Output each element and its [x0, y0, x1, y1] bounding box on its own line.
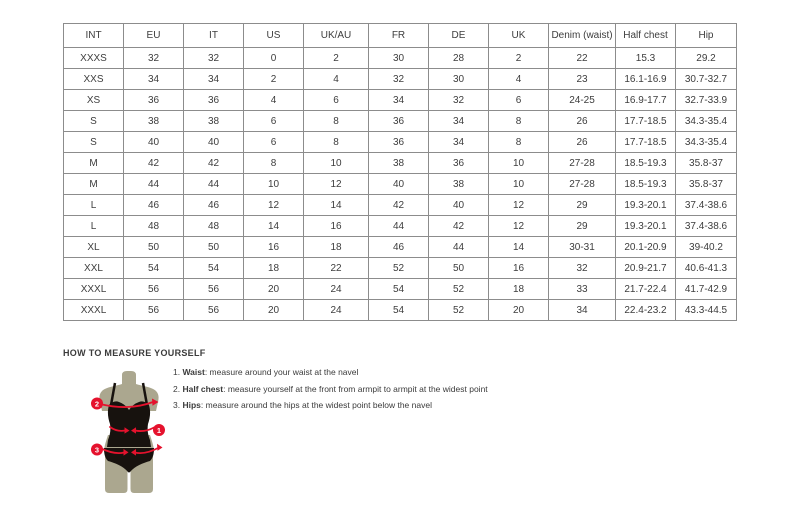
- size-cell: 8: [304, 132, 369, 153]
- size-cell: 32: [369, 69, 429, 90]
- size-cell: 19.3-20.1: [616, 195, 676, 216]
- column-header: UK/AU: [304, 24, 369, 48]
- size-cell: 43.3-44.5: [676, 300, 737, 321]
- size-cell: 34.3-35.4: [676, 132, 737, 153]
- size-cell: XL: [64, 237, 124, 258]
- measure-step-hips: [173, 401, 593, 410]
- size-cell: 24-25: [549, 90, 616, 111]
- size-cell: 42: [429, 216, 489, 237]
- column-header: Half chest: [616, 24, 676, 48]
- size-cell: 32: [184, 48, 244, 69]
- step-label: Hips: [182, 400, 201, 411]
- size-cell: 12: [489, 195, 549, 216]
- size-cell: 38: [369, 153, 429, 174]
- size-cell: 34: [429, 111, 489, 132]
- size-cell: 15.3: [616, 48, 676, 69]
- size-row: [64, 48, 737, 69]
- size-cell: 22.4-23.2: [616, 300, 676, 321]
- size-cell: 36: [124, 90, 184, 111]
- column-header: FR: [369, 24, 429, 48]
- size-cell: 27-28: [549, 174, 616, 195]
- column-header: US: [244, 24, 304, 48]
- column-header: UK: [489, 24, 549, 48]
- size-cell: 14: [489, 237, 549, 258]
- size-cell: 32: [124, 48, 184, 69]
- size-cell: 50: [124, 237, 184, 258]
- step-text: : measure around the hips at the widest point below the navel: [200, 400, 432, 411]
- size-cell: XXL: [64, 258, 124, 279]
- size-cell: 18: [304, 237, 369, 258]
- size-cell: 30-31: [549, 237, 616, 258]
- size-row: [64, 237, 737, 258]
- size-cell: 24: [304, 300, 369, 321]
- size-cell: 32: [549, 258, 616, 279]
- size-chart-table: [63, 23, 737, 321]
- size-cell: 12: [489, 216, 549, 237]
- size-cell: 18: [244, 258, 304, 279]
- size-cell: 2: [489, 48, 549, 69]
- size-cell: 29.2: [676, 48, 737, 69]
- size-cell: 42: [369, 195, 429, 216]
- column-header: Hip: [676, 24, 737, 48]
- step-text: : measure yourself at the front from armpit to armpit at the widest point: [223, 383, 488, 394]
- size-cell: 50: [184, 237, 244, 258]
- size-cell: 30.7-32.7: [676, 69, 737, 90]
- column-header: INT: [64, 24, 124, 48]
- size-cell: 20: [244, 300, 304, 321]
- size-cell: 34: [369, 90, 429, 111]
- size-cell: 20: [489, 300, 549, 321]
- size-cell: 46: [369, 237, 429, 258]
- size-chart-header-row: [64, 24, 737, 48]
- size-cell: 14: [244, 216, 304, 237]
- size-cell: 37.4-38.6: [676, 195, 737, 216]
- size-cell: 56: [124, 279, 184, 300]
- size-cell: 44: [369, 216, 429, 237]
- size-cell: 12: [244, 195, 304, 216]
- measure-step-half-chest: [173, 385, 593, 394]
- size-cell: 36: [184, 90, 244, 111]
- size-cell: XXXL: [64, 300, 124, 321]
- size-cell: 22: [304, 258, 369, 279]
- size-cell: 34: [429, 132, 489, 153]
- size-cell: 38: [124, 111, 184, 132]
- size-cell: 30: [369, 48, 429, 69]
- size-cell: 10: [489, 174, 549, 195]
- size-cell: 40: [184, 132, 244, 153]
- size-cell: 50: [429, 258, 489, 279]
- size-row: [64, 195, 737, 216]
- size-cell: 40: [429, 195, 489, 216]
- size-cell: 24: [304, 279, 369, 300]
- size-cell: 52: [369, 258, 429, 279]
- size-cell: 48: [124, 216, 184, 237]
- badge-half-chest-number: 2: [94, 399, 100, 409]
- column-header: Denim (waist): [549, 24, 616, 48]
- column-header: DE: [429, 24, 489, 48]
- size-cell: 42: [124, 153, 184, 174]
- size-cell: 21.7-22.4: [616, 279, 676, 300]
- size-row: [64, 216, 737, 237]
- size-cell: 34: [549, 300, 616, 321]
- size-cell: 29: [549, 216, 616, 237]
- badge-waist-number: 1: [156, 425, 162, 435]
- size-cell: 52: [429, 300, 489, 321]
- size-cell: 17.7-18.5: [616, 132, 676, 153]
- size-cell: 33: [549, 279, 616, 300]
- size-cell: 32: [429, 90, 489, 111]
- size-cell: 42: [184, 153, 244, 174]
- size-cell: 38: [429, 174, 489, 195]
- size-cell: 18.5-19.3: [616, 153, 676, 174]
- size-cell: M: [64, 153, 124, 174]
- size-cell: 16: [304, 216, 369, 237]
- size-cell: 12: [304, 174, 369, 195]
- size-cell: 6: [244, 132, 304, 153]
- size-cell: 30: [429, 69, 489, 90]
- size-chart-body: [64, 48, 737, 321]
- size-cell: S: [64, 111, 124, 132]
- column-header: IT: [184, 24, 244, 48]
- size-cell: 54: [369, 279, 429, 300]
- size-cell: 56: [184, 300, 244, 321]
- size-cell: 39-40.2: [676, 237, 737, 258]
- size-cell: L: [64, 195, 124, 216]
- measurement-figure: [88, 371, 172, 495]
- size-cell: 4: [244, 90, 304, 111]
- size-cell: 17.7-18.5: [616, 111, 676, 132]
- size-cell: S: [64, 132, 124, 153]
- size-cell: 10: [489, 153, 549, 174]
- step-label: Waist: [182, 367, 205, 377]
- size-cell: 34: [124, 69, 184, 90]
- size-cell: 14: [304, 195, 369, 216]
- size-row: [64, 300, 737, 321]
- size-cell: 8: [489, 111, 549, 132]
- size-cell: 35.8-37: [676, 174, 737, 195]
- step-number: 1.: [173, 367, 181, 377]
- size-cell: 41.7-42.9: [676, 279, 737, 300]
- size-cell: 0: [244, 48, 304, 69]
- size-cell: 23: [549, 69, 616, 90]
- size-cell: L: [64, 216, 124, 237]
- size-cell: 8: [304, 111, 369, 132]
- size-row: [64, 174, 737, 195]
- size-cell: 37.4-38.6: [676, 216, 737, 237]
- step-label: Half chest: [182, 383, 224, 394]
- size-cell: M: [64, 174, 124, 195]
- size-cell: 10: [244, 174, 304, 195]
- size-cell: 8: [489, 132, 549, 153]
- size-cell: 6: [244, 111, 304, 132]
- size-cell: 34: [184, 69, 244, 90]
- size-cell: 46: [184, 195, 244, 216]
- step-number: 3.: [173, 400, 181, 411]
- size-cell: 28: [429, 48, 489, 69]
- size-cell: 2: [304, 48, 369, 69]
- size-cell: 44: [184, 174, 244, 195]
- size-cell: 36: [429, 153, 489, 174]
- size-cell: 10: [304, 153, 369, 174]
- size-cell: 6: [489, 90, 549, 111]
- size-row: [64, 258, 737, 279]
- size-cell: 4: [489, 69, 549, 90]
- size-cell: 54: [124, 258, 184, 279]
- size-cell: 26: [549, 132, 616, 153]
- size-cell: 16.1-16.9: [616, 69, 676, 90]
- size-row: [64, 69, 737, 90]
- size-cell: 16: [244, 237, 304, 258]
- size-cell: 44: [124, 174, 184, 195]
- size-cell: 46: [124, 195, 184, 216]
- size-cell: 27-28: [549, 153, 616, 174]
- how-to-measure-heading: HOW TO MEASURE YOURSELF: [63, 348, 206, 358]
- size-cell: 29: [549, 195, 616, 216]
- step-text: : measure around your waist at the navel: [204, 367, 359, 377]
- size-cell: XS: [64, 90, 124, 111]
- size-cell: 34.3-35.4: [676, 111, 737, 132]
- size-cell: 4: [304, 69, 369, 90]
- size-cell: 54: [184, 258, 244, 279]
- size-cell: 52: [429, 279, 489, 300]
- size-cell: 8: [244, 153, 304, 174]
- size-cell: 2: [244, 69, 304, 90]
- step-number: 2.: [173, 383, 181, 394]
- size-cell: 35.8-37: [676, 153, 737, 174]
- size-cell: XXXL: [64, 279, 124, 300]
- size-cell: 20.9-21.7: [616, 258, 676, 279]
- size-cell: 56: [124, 300, 184, 321]
- size-cell: 6: [304, 90, 369, 111]
- size-row: [64, 90, 737, 111]
- size-cell: 40: [124, 132, 184, 153]
- size-cell: 16.9-17.7: [616, 90, 676, 111]
- size-cell: 22: [549, 48, 616, 69]
- size-cell: 54: [369, 300, 429, 321]
- measure-steps-list: [173, 368, 593, 418]
- size-cell: 19.3-20.1: [616, 216, 676, 237]
- badge-hips-number: 3: [94, 445, 100, 455]
- size-row: [64, 111, 737, 132]
- size-cell: 36: [369, 111, 429, 132]
- hip-arrow-outer-right: [157, 444, 163, 451]
- size-cell: 38: [184, 111, 244, 132]
- size-cell: 18.5-19.3: [616, 174, 676, 195]
- size-row: [64, 153, 737, 174]
- size-cell: 40: [369, 174, 429, 195]
- size-cell: XXS: [64, 69, 124, 90]
- column-header: EU: [124, 24, 184, 48]
- size-cell: 36: [369, 132, 429, 153]
- measure-step-waist: [173, 368, 593, 377]
- size-cell: 18: [489, 279, 549, 300]
- size-cell: 20: [244, 279, 304, 300]
- size-cell: 56: [184, 279, 244, 300]
- size-cell: 48: [184, 216, 244, 237]
- size-row: [64, 132, 737, 153]
- size-cell: 32.7-33.9: [676, 90, 737, 111]
- size-row: [64, 279, 737, 300]
- size-cell: XXXS: [64, 48, 124, 69]
- size-cell: 40.6-41.3: [676, 258, 737, 279]
- size-cell: 44: [429, 237, 489, 258]
- mannequin-illustration: [88, 371, 172, 495]
- size-cell: 16: [489, 258, 549, 279]
- size-cell: 26: [549, 111, 616, 132]
- size-cell: 20.1-20.9: [616, 237, 676, 258]
